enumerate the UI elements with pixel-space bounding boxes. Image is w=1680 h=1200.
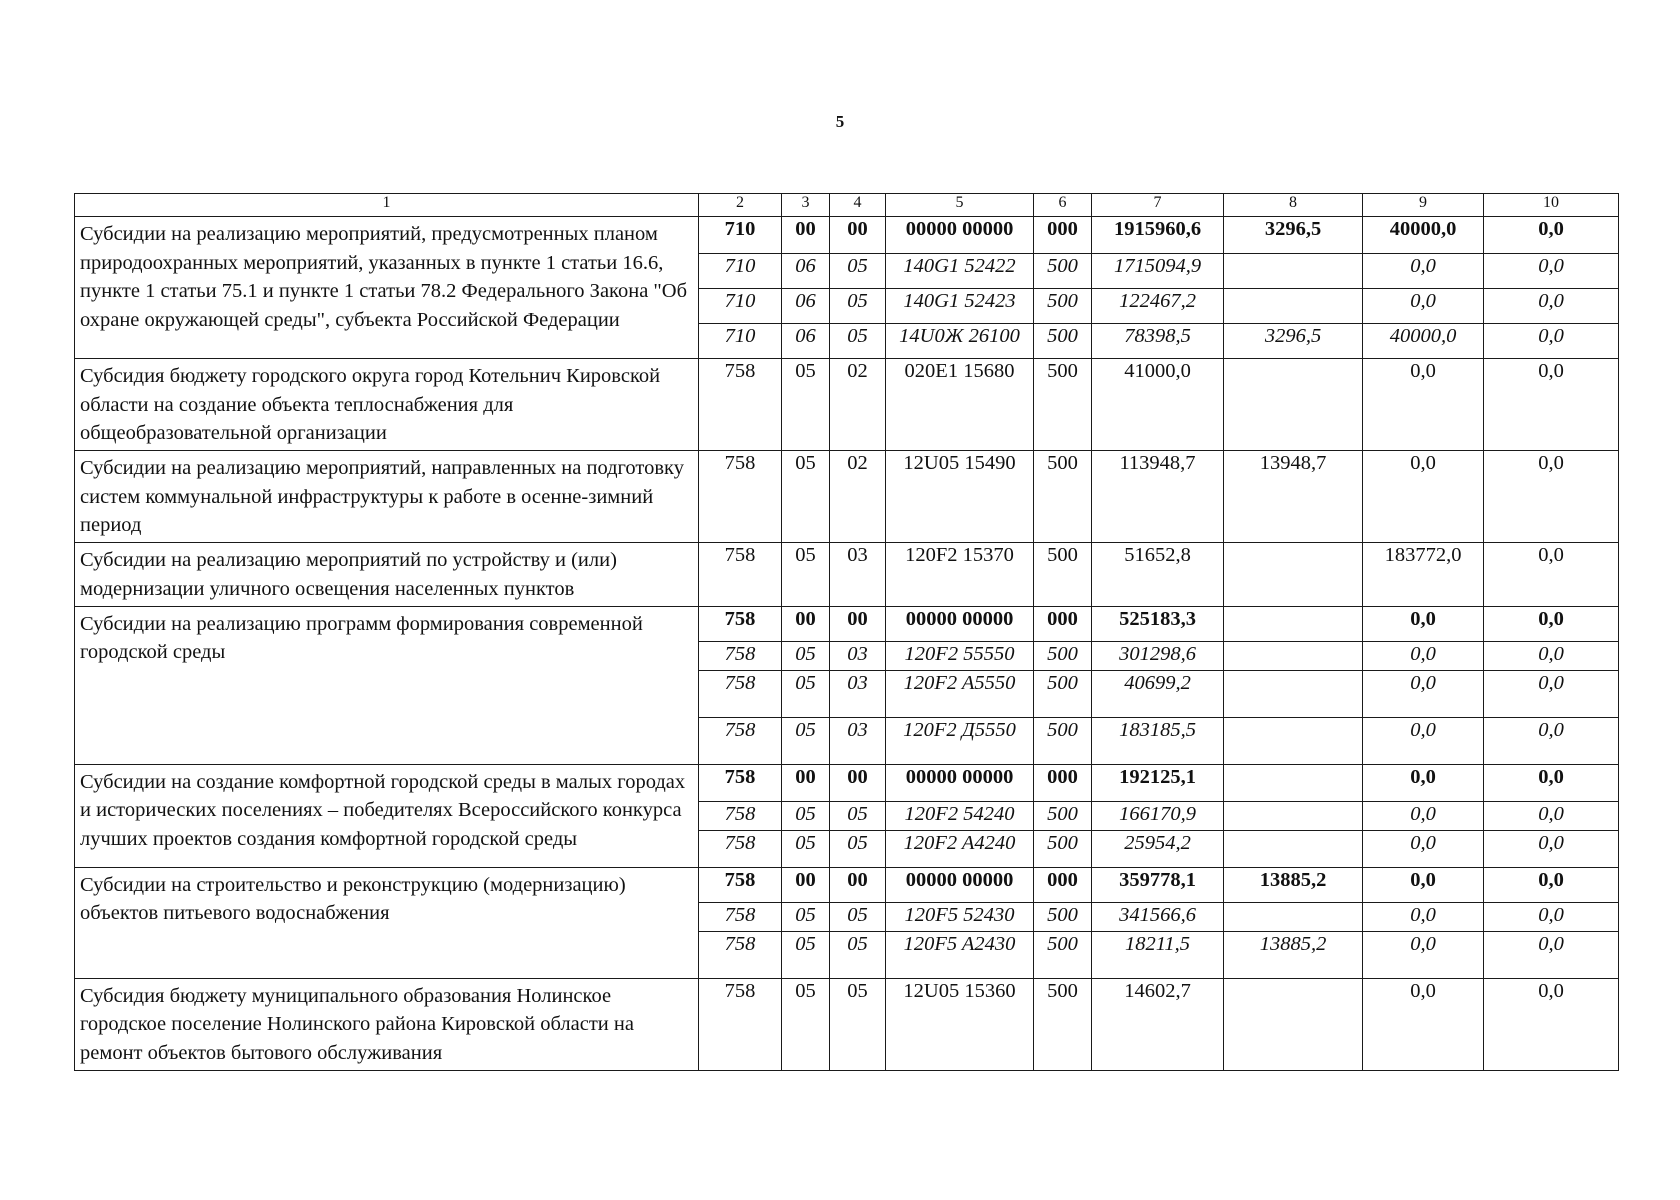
expense-description: Субсидии на строительство и реконструкцию (модернизацию) объектов питьевого водоснабжения: [75, 867, 699, 978]
table-row: [75, 867, 1619, 902]
expense-type-cell: 000: [1034, 764, 1092, 801]
expense-description: Субсидия бюджету муниципального образования Нолинское городское поселение Нолинского района Кировской области на ремонт объектов бытового обслуживания: [75, 978, 699, 1070]
kbk-admin-cell: 758: [699, 931, 782, 978]
table-body: [75, 194, 1619, 1071]
section-cell: 05: [782, 978, 830, 1070]
col-9-amount-cell: 183772,0: [1363, 543, 1484, 606]
col-7-amount-cell: 341566,6: [1092, 902, 1224, 931]
expense-type-cell: 000: [1034, 867, 1092, 902]
expense-type-cell: 500: [1034, 801, 1092, 830]
subsection-cell: 05: [830, 830, 886, 867]
kbk-admin-cell: 758: [699, 801, 782, 830]
table-row: [75, 359, 1619, 451]
expense-type-cell: 500: [1034, 641, 1092, 670]
col-10-amount-cell: 0,0: [1484, 451, 1619, 543]
column-number-row: [75, 194, 1619, 217]
section-cell: 05: [782, 801, 830, 830]
col-10-amount-cell: 0,0: [1484, 830, 1619, 867]
col-9-amount-cell: 40000,0: [1363, 217, 1484, 254]
col-8-amount-cell: 13885,2: [1224, 867, 1363, 902]
column-number: 2: [699, 194, 782, 217]
subsection-cell: 05: [830, 931, 886, 978]
expense-type-cell: 500: [1034, 254, 1092, 289]
subsection-cell: 05: [830, 324, 886, 359]
col-10-amount-cell: 0,0: [1484, 254, 1619, 289]
subsection-cell: 00: [830, 217, 886, 254]
target-article-cell: 120F2 A5550: [886, 670, 1034, 717]
kbk-admin-cell: 758: [699, 670, 782, 717]
col-7-amount-cell: 113948,7: [1092, 451, 1224, 543]
column-number: 5: [886, 194, 1034, 217]
target-article-cell: 140G1 52422: [886, 254, 1034, 289]
table-row: [75, 606, 1619, 641]
subsection-cell: 03: [830, 543, 886, 606]
section-cell: 00: [782, 606, 830, 641]
table-row: [75, 217, 1619, 254]
target-article-cell: 120F2 A4240: [886, 830, 1034, 867]
target-article-cell: 12U05 15490: [886, 451, 1034, 543]
col-7-amount-cell: 51652,8: [1092, 543, 1224, 606]
expense-description: Субсидии на реализацию программ формирования современной городской среды: [75, 606, 699, 764]
expense-type-cell: 000: [1034, 606, 1092, 641]
section-cell: 05: [782, 543, 830, 606]
col-7-amount-cell: 14602,7: [1092, 978, 1224, 1070]
col-9-amount-cell: 0,0: [1363, 717, 1484, 764]
target-article-cell: 00000 00000: [886, 217, 1034, 254]
col-8-amount-cell: [1224, 670, 1363, 717]
column-number: 6: [1034, 194, 1092, 217]
column-number: 1: [75, 194, 699, 217]
col-7-amount-cell: 525183,3: [1092, 606, 1224, 641]
col-7-amount-cell: 359778,1: [1092, 867, 1224, 902]
expense-type-cell: 500: [1034, 978, 1092, 1070]
col-10-amount-cell: 0,0: [1484, 717, 1619, 764]
col-7-amount-cell: 25954,2: [1092, 830, 1224, 867]
col-7-amount-cell: 1715094,9: [1092, 254, 1224, 289]
table-row: [75, 764, 1619, 801]
kbk-admin-cell: 758: [699, 606, 782, 641]
target-article-cell: 020E1 15680: [886, 359, 1034, 451]
col-10-amount-cell: 0,0: [1484, 764, 1619, 801]
col-10-amount-cell: 0,0: [1484, 324, 1619, 359]
target-article-cell: 14U0Ж 26100: [886, 324, 1034, 359]
col-10-amount-cell: 0,0: [1484, 801, 1619, 830]
table-row: [75, 543, 1619, 606]
col-8-amount-cell: [1224, 978, 1363, 1070]
col-7-amount-cell: 78398,5: [1092, 324, 1224, 359]
col-10-amount-cell: 0,0: [1484, 670, 1619, 717]
col-8-amount-cell: 13948,7: [1224, 451, 1363, 543]
col-8-amount-cell: [1224, 902, 1363, 931]
expense-type-cell: 500: [1034, 717, 1092, 764]
section-cell: 06: [782, 254, 830, 289]
column-number: 3: [782, 194, 830, 217]
kbk-admin-cell: 758: [699, 641, 782, 670]
target-article-cell: 00000 00000: [886, 867, 1034, 902]
col-10-amount-cell: 0,0: [1484, 217, 1619, 254]
subsection-cell: 05: [830, 254, 886, 289]
col-10-amount-cell: 0,0: [1484, 289, 1619, 324]
col-7-amount-cell: 18211,5: [1092, 931, 1224, 978]
col-8-amount-cell: [1224, 289, 1363, 324]
col-8-amount-cell: [1224, 830, 1363, 867]
subsection-cell: 00: [830, 867, 886, 902]
table-row: [75, 451, 1619, 543]
col-8-amount-cell: 3296,5: [1224, 324, 1363, 359]
col-9-amount-cell: 0,0: [1363, 764, 1484, 801]
subsection-cell: 03: [830, 641, 886, 670]
kbk-admin-cell: 710: [699, 254, 782, 289]
kbk-admin-cell: 758: [699, 764, 782, 801]
col-10-amount-cell: 0,0: [1484, 867, 1619, 902]
col-8-amount-cell: [1224, 359, 1363, 451]
column-number: 7: [1092, 194, 1224, 217]
subsection-cell: 05: [830, 902, 886, 931]
col-8-amount-cell: [1224, 641, 1363, 670]
col-7-amount-cell: 183185,5: [1092, 717, 1224, 764]
col-9-amount-cell: 0,0: [1363, 978, 1484, 1070]
target-article-cell: 120F2 55550: [886, 641, 1034, 670]
kbk-admin-cell: 758: [699, 830, 782, 867]
column-number: 4: [830, 194, 886, 217]
section-cell: 05: [782, 717, 830, 764]
kbk-admin-cell: 710: [699, 324, 782, 359]
col-7-amount-cell: 122467,2: [1092, 289, 1224, 324]
subsection-cell: 05: [830, 289, 886, 324]
col-8-amount-cell: 13885,2: [1224, 931, 1363, 978]
column-number: 8: [1224, 194, 1363, 217]
expense-type-cell: 500: [1034, 830, 1092, 867]
col-9-amount-cell: 0,0: [1363, 641, 1484, 670]
section-cell: 00: [782, 867, 830, 902]
target-article-cell: 00000 00000: [886, 764, 1034, 801]
kbk-admin-cell: 758: [699, 543, 782, 606]
col-7-amount-cell: 1915960,6: [1092, 217, 1224, 254]
target-article-cell: 120F5 A2430: [886, 931, 1034, 978]
section-cell: 00: [782, 217, 830, 254]
target-article-cell: 00000 00000: [886, 606, 1034, 641]
col-9-amount-cell: 0,0: [1363, 606, 1484, 641]
target-article-cell: 120F2 15370: [886, 543, 1034, 606]
expense-description: Субсидии на реализацию мероприятий, предусмотренных планом природоохранных мероприятий, указанных в пункте 1 статьи 16.6, пункте 1 статьи 75.1 и пункте 1 статьи 78.2 Федерального Закона "Об охране окружающей среды", субъекта Российской Федерации: [75, 217, 699, 359]
expense-type-cell: 500: [1034, 670, 1092, 717]
col-9-amount-cell: 0,0: [1363, 289, 1484, 324]
col-8-amount-cell: [1224, 543, 1363, 606]
col-9-amount-cell: 0,0: [1363, 830, 1484, 867]
target-article-cell: 120F2 54240: [886, 801, 1034, 830]
table-row: [75, 978, 1619, 1070]
col-8-amount-cell: [1224, 606, 1363, 641]
col-10-amount-cell: 0,0: [1484, 931, 1619, 978]
subsection-cell: 05: [830, 801, 886, 830]
col-9-amount-cell: 0,0: [1363, 902, 1484, 931]
kbk-admin-cell: 758: [699, 717, 782, 764]
expense-type-cell: 500: [1034, 359, 1092, 451]
col-10-amount-cell: 0,0: [1484, 902, 1619, 931]
subsection-cell: 02: [830, 451, 886, 543]
expense-description: Субсидии на реализацию мероприятий по устройству и (или) модернизации уличного освещения населенных пунктов: [75, 543, 699, 606]
kbk-admin-cell: 710: [699, 217, 782, 254]
expense-type-cell: 500: [1034, 902, 1092, 931]
kbk-admin-cell: 758: [699, 867, 782, 902]
kbk-admin-cell: 758: [699, 359, 782, 451]
column-number: 9: [1363, 194, 1484, 217]
section-cell: 05: [782, 830, 830, 867]
col-9-amount-cell: 0,0: [1363, 451, 1484, 543]
kbk-admin-cell: 758: [699, 902, 782, 931]
col-8-amount-cell: 3296,5: [1224, 217, 1363, 254]
col-10-amount-cell: 0,0: [1484, 543, 1619, 606]
col-9-amount-cell: 40000,0: [1363, 324, 1484, 359]
col-8-amount-cell: [1224, 801, 1363, 830]
col-7-amount-cell: 301298,6: [1092, 641, 1224, 670]
kbk-admin-cell: 710: [699, 289, 782, 324]
subsection-cell: 03: [830, 670, 886, 717]
section-cell: 05: [782, 641, 830, 670]
subsection-cell: 05: [830, 978, 886, 1070]
target-article-cell: 120F2 Д5550: [886, 717, 1034, 764]
expense-description: Субсидии на создание комфортной городской среды в малых городах и исторических поселениях – победителях Всероссийского конкурса лучших проектов создания комфортной городской среды: [75, 764, 699, 867]
col-9-amount-cell: 0,0: [1363, 801, 1484, 830]
section-cell: 05: [782, 451, 830, 543]
column-number: 10: [1484, 194, 1619, 217]
expense-description: Субсидия бюджету городского округа город Котельнич Кировской области на создание объекта теплоснабжения для общеобразовательной организации: [75, 359, 699, 451]
target-article-cell: 12U05 15360: [886, 978, 1034, 1070]
kbk-admin-cell: 758: [699, 451, 782, 543]
col-10-amount-cell: 0,0: [1484, 606, 1619, 641]
expense-type-cell: 500: [1034, 931, 1092, 978]
section-cell: 05: [782, 931, 830, 978]
col-9-amount-cell: 0,0: [1363, 359, 1484, 451]
page-number: 5: [835, 112, 845, 131]
expense-type-cell: 500: [1034, 324, 1092, 359]
col-7-amount-cell: 40699,2: [1092, 670, 1224, 717]
subsection-cell: 02: [830, 359, 886, 451]
col-8-amount-cell: [1224, 764, 1363, 801]
col-10-amount-cell: 0,0: [1484, 359, 1619, 451]
section-cell: 05: [782, 359, 830, 451]
target-article-cell: 120F5 52430: [886, 902, 1034, 931]
expense-type-cell: 500: [1034, 451, 1092, 543]
col-10-amount-cell: 0,0: [1484, 978, 1619, 1070]
section-cell: 06: [782, 324, 830, 359]
section-cell: 05: [782, 902, 830, 931]
expense-type-cell: 500: [1034, 543, 1092, 606]
col-7-amount-cell: 41000,0: [1092, 359, 1224, 451]
subsection-cell: 00: [830, 606, 886, 641]
subsection-cell: 00: [830, 764, 886, 801]
expense-type-cell: 500: [1034, 289, 1092, 324]
col-10-amount-cell: 0,0: [1484, 641, 1619, 670]
col-9-amount-cell: 0,0: [1363, 670, 1484, 717]
col-7-amount-cell: 192125,1: [1092, 764, 1224, 801]
col-8-amount-cell: [1224, 717, 1363, 764]
budget-table: [74, 193, 1619, 1071]
section-cell: 00: [782, 764, 830, 801]
section-cell: 05: [782, 670, 830, 717]
expense-type-cell: 000: [1034, 217, 1092, 254]
col-7-amount-cell: 166170,9: [1092, 801, 1224, 830]
col-8-amount-cell: [1224, 254, 1363, 289]
col-9-amount-cell: 0,0: [1363, 867, 1484, 902]
section-cell: 06: [782, 289, 830, 324]
subsection-cell: 03: [830, 717, 886, 764]
col-9-amount-cell: 0,0: [1363, 931, 1484, 978]
expense-description: Субсидии на реализацию мероприятий, направленных на подготовку систем коммунальной инфраструктуры к работе в осенне-зимний период: [75, 451, 699, 543]
col-9-amount-cell: 0,0: [1363, 254, 1484, 289]
target-article-cell: 140G1 52423: [886, 289, 1034, 324]
kbk-admin-cell: 758: [699, 978, 782, 1070]
